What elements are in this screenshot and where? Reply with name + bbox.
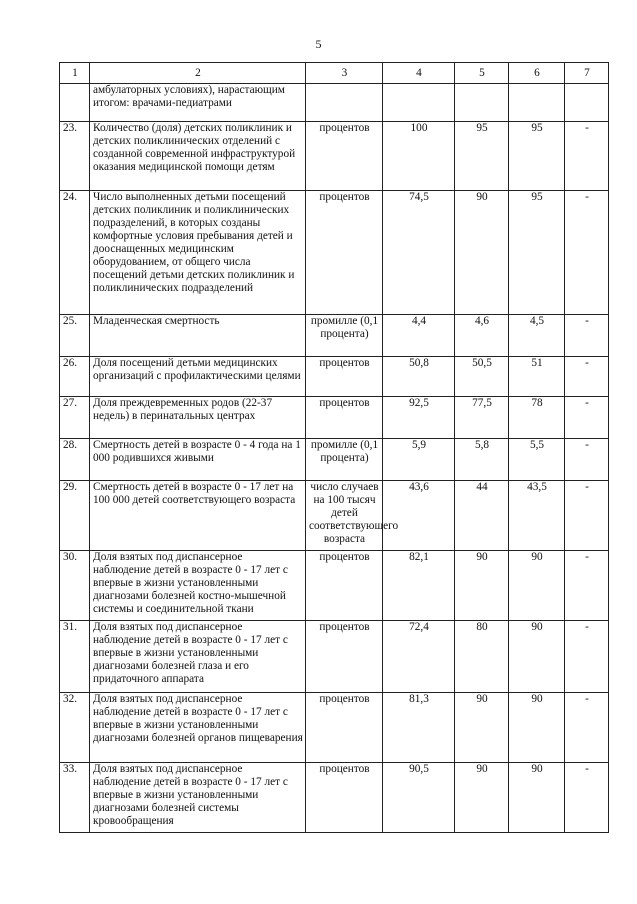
value-col7: - bbox=[565, 122, 609, 191]
value-col6: 51 bbox=[509, 357, 565, 397]
table-row bbox=[60, 481, 609, 551]
indicator-name: амбулаторных условиях), нарастающим итогом: врачами-педиатрами bbox=[90, 84, 306, 122]
row-number: 23. bbox=[60, 122, 90, 191]
row-number: 33. bbox=[60, 763, 90, 833]
indicator-name: Смертность детей в возрасте 0 - 17 лет на 100 000 детей соответствующего возраста bbox=[90, 481, 306, 551]
column-header: 4 bbox=[383, 63, 455, 84]
value-col4: 50,8 bbox=[383, 357, 455, 397]
unit-cell: процентов bbox=[306, 763, 383, 833]
value-col5: 90 bbox=[455, 763, 509, 833]
value-col4: 82,1 bbox=[383, 551, 455, 621]
value-col5: 50,5 bbox=[455, 357, 509, 397]
value-col6: 4,5 bbox=[509, 315, 565, 357]
value-col7: - bbox=[565, 551, 609, 621]
value-col4: 5,9 bbox=[383, 439, 455, 481]
value-col5: 90 bbox=[455, 693, 509, 763]
value-col6 bbox=[509, 84, 565, 122]
value-col5 bbox=[455, 84, 509, 122]
table-row bbox=[60, 693, 609, 763]
value-col6: 90 bbox=[509, 551, 565, 621]
value-col7: - bbox=[565, 397, 609, 439]
value-col7: - bbox=[565, 693, 609, 763]
column-header: 6 bbox=[509, 63, 565, 84]
row-number: 27. bbox=[60, 397, 90, 439]
value-col5: 95 bbox=[455, 122, 509, 191]
row-number: 28. bbox=[60, 439, 90, 481]
value-col4: 43,6 bbox=[383, 481, 455, 551]
value-col7: - bbox=[565, 191, 609, 315]
table-row bbox=[60, 551, 609, 621]
unit-cell: процентов bbox=[306, 621, 383, 693]
unit-cell: процентов bbox=[306, 551, 383, 621]
row-number: 24. bbox=[60, 191, 90, 315]
value-col7: - bbox=[565, 621, 609, 693]
value-col4: 4,4 bbox=[383, 315, 455, 357]
indicator-name: Доля взятых под диспансерное наблюдение детей в возрасте 0 - 17 лет с впервые в жизни установленными диагнозами болезней органов пищеварения bbox=[90, 693, 306, 763]
unit-cell: промилле (0,1 процента) bbox=[306, 315, 383, 357]
table-row bbox=[60, 315, 609, 357]
indicator-name: Младенческая смертность bbox=[90, 315, 306, 357]
indicator-name: Смертность детей в возрасте 0 - 4 года на 1 000 родившихся живыми bbox=[90, 439, 306, 481]
value-col5: 5,8 bbox=[455, 439, 509, 481]
value-col7: - bbox=[565, 357, 609, 397]
value-col7 bbox=[565, 84, 609, 122]
value-col6: 95 bbox=[509, 191, 565, 315]
column-header: 1 bbox=[60, 63, 90, 84]
row-number bbox=[60, 84, 90, 122]
row-number: 30. bbox=[60, 551, 90, 621]
table-row bbox=[60, 84, 609, 122]
indicator-name: Число выполненных детьми посещений детских поликлиник и поликлинических подразделений, в которых созданы комфортные условия пребывания детей и дооснащенных медицинским оборудованием, от общего числа посещений детьми детских поликлиник и поликлинических подразделений bbox=[90, 191, 306, 315]
value-col4: 81,3 bbox=[383, 693, 455, 763]
table-row bbox=[60, 621, 609, 693]
table-row bbox=[60, 439, 609, 481]
value-col7: - bbox=[565, 763, 609, 833]
indicator-name: Количество (доля) детских поликлиник и детских поликлинических отделений с созданной современной инфраструктурой оказания медицинской помощи детям bbox=[90, 122, 306, 191]
value-col6: 90 bbox=[509, 621, 565, 693]
table-row bbox=[60, 122, 609, 191]
row-number: 31. bbox=[60, 621, 90, 693]
value-col7: - bbox=[565, 315, 609, 357]
value-col5: 44 bbox=[455, 481, 509, 551]
unit-cell: процентов bbox=[306, 357, 383, 397]
value-col4: 74,5 bbox=[383, 191, 455, 315]
table-row bbox=[60, 191, 609, 315]
indicator-name: Доля преждевременных родов (22-37 недель) в перинатальных центрах bbox=[90, 397, 306, 439]
value-col4: 92,5 bbox=[383, 397, 455, 439]
value-col4: 90,5 bbox=[383, 763, 455, 833]
column-header: 3 bbox=[306, 63, 383, 84]
indicator-name: Доля взятых под диспансерное наблюдение детей в возрасте 0 - 17 лет с впервые в жизни установленными диагнозами болезней глаза и его придаточного аппарата bbox=[90, 621, 306, 693]
indicator-name: Доля взятых под диспансерное наблюдение детей в возрасте 0 - 17 лет с впервые в жизни установленными диагнозами болезней костно-мышечной системы и соединительной ткани bbox=[90, 551, 306, 621]
unit-cell: процентов bbox=[306, 122, 383, 191]
indicator-name: Доля посещений детьми медицинских организаций с профилактическими целями bbox=[90, 357, 306, 397]
value-col6: 90 bbox=[509, 693, 565, 763]
column-header: 2 bbox=[90, 63, 306, 84]
table-row bbox=[60, 763, 609, 833]
unit-cell bbox=[306, 84, 383, 122]
value-col4 bbox=[383, 84, 455, 122]
indicator-name: Доля взятых под диспансерное наблюдение детей в возрасте 0 - 17 лет с впервые в жизни установленными диагнозами болезней системы кровообращения bbox=[90, 763, 306, 833]
value-col6: 43,5 bbox=[509, 481, 565, 551]
unit-cell: число случаев на 100 тысяч детей соответствующего возраста bbox=[306, 481, 383, 551]
unit-cell: промилле (0,1 процента) bbox=[306, 439, 383, 481]
value-col4: 72,4 bbox=[383, 621, 455, 693]
unit-cell: процентов bbox=[306, 693, 383, 763]
indicators-table bbox=[59, 62, 609, 833]
value-col7: - bbox=[565, 439, 609, 481]
row-number: 29. bbox=[60, 481, 90, 551]
value-col5: 77,5 bbox=[455, 397, 509, 439]
value-col5: 90 bbox=[455, 551, 509, 621]
value-col7: - bbox=[565, 481, 609, 551]
row-number: 25. bbox=[60, 315, 90, 357]
page-number: 5 bbox=[315, 37, 322, 51]
value-col6: 78 bbox=[509, 397, 565, 439]
value-col6: 95 bbox=[509, 122, 565, 191]
value-col5: 80 bbox=[455, 621, 509, 693]
value-col5: 90 bbox=[455, 191, 509, 315]
unit-cell: процентов bbox=[306, 191, 383, 315]
row-number: 26. bbox=[60, 357, 90, 397]
value-col6: 90 bbox=[509, 763, 565, 833]
value-col4: 100 bbox=[383, 122, 455, 191]
row-number: 32. bbox=[60, 693, 90, 763]
table-row bbox=[60, 357, 609, 397]
table-header-row bbox=[60, 63, 609, 84]
table-row bbox=[60, 397, 609, 439]
column-header: 5 bbox=[455, 63, 509, 84]
value-col6: 5,5 bbox=[509, 439, 565, 481]
value-col5: 4,6 bbox=[455, 315, 509, 357]
unit-cell: процентов bbox=[306, 397, 383, 439]
column-header: 7 bbox=[565, 63, 609, 84]
